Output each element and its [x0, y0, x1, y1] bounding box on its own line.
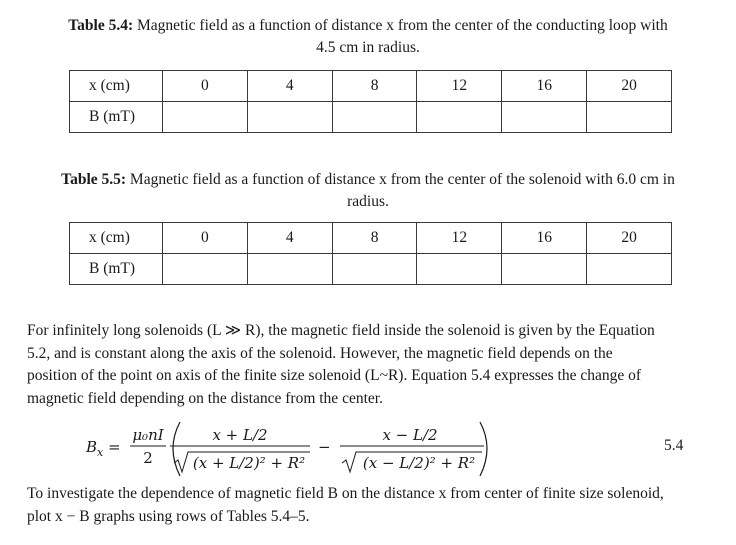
- table-5-4: [69, 70, 672, 133]
- table-cell: 0: [163, 71, 248, 102]
- table-5-5-caption-line2: radius.: [347, 193, 389, 210]
- term1-denominator: (x + L/2)² + R²: [192, 454, 306, 472]
- table-5-4-b-row: [70, 102, 672, 133]
- right-parenthesis: [480, 422, 487, 476]
- instruction-paragraph: [27, 483, 716, 528]
- table-cell: 12: [417, 71, 502, 102]
- table-cell: [332, 254, 417, 285]
- table-cell: 12: [417, 223, 502, 254]
- table-5-4-x-row: [70, 71, 672, 102]
- term2-numerator: x − L/2: [382, 426, 438, 444]
- paragraph-line: magnetic field depending on the distance from the center.: [27, 389, 383, 407]
- table-cell: 16: [502, 223, 587, 254]
- table-5-5-x-header: x (cm): [70, 223, 163, 254]
- table-cell: 4: [247, 71, 332, 102]
- table-cell: [163, 254, 248, 285]
- solenoid-paragraph: [27, 320, 716, 410]
- table-cell: [417, 102, 502, 133]
- table-cell: [247, 254, 332, 285]
- table-cell: [163, 102, 248, 133]
- table-cell: [247, 102, 332, 133]
- paragraph-line: For infinitely long solenoids (L ≫ R), the magnetic field inside the solenoid is given by the Equation: [27, 322, 655, 339]
- left-parenthesis: [173, 422, 180, 476]
- table-cell: [332, 102, 417, 133]
- svg-text:−: −: [318, 438, 331, 456]
- table-cell: 8: [332, 71, 417, 102]
- paragraph-line: To investigate the dependence of magnetic field B on the distance x from center of finite size solenoid,: [27, 485, 664, 502]
- table-cell: [502, 102, 587, 133]
- table-5-5-caption-text: Magnetic field as a function of distance x from the center of the solenoid with 6.0 cm in: [129, 171, 675, 188]
- table-5-4-b-header: B (mT): [70, 102, 163, 133]
- table-5-4-caption-text: Magnetic field as a function of distance x from the center of the conducting loop with: [137, 17, 668, 34]
- table-5-4-caption: [20, 15, 716, 59]
- table-5-5-b-header: B (mT): [70, 254, 163, 285]
- paragraph-line: 5.2, and is constant along the axis of the solenoid. However, the magnetic field depends on the: [27, 344, 613, 362]
- paragraph-line: plot x − B graphs using rows of Tables 5.4–5.: [27, 507, 310, 525]
- coefficient-numerator: μ₀nI: [132, 426, 164, 444]
- svg-text:=: =: [108, 438, 121, 456]
- table-cell: 8: [332, 223, 417, 254]
- coefficient-denominator: 2: [143, 449, 153, 467]
- equation-5-4: [0, 416, 736, 488]
- table-cell: [502, 254, 587, 285]
- table-5-5-b-row: [70, 254, 672, 285]
- table-5-4-x-header: x (cm): [70, 71, 163, 102]
- equation-number: 5.4: [664, 437, 684, 454]
- table-cell: 20: [587, 71, 672, 102]
- table-cell: 16: [502, 71, 587, 102]
- table-cell: 0: [163, 223, 248, 254]
- table-5-4-caption-line2: 4.5 cm in radius.: [316, 39, 420, 56]
- equation-lhs: $B_x$: [86, 438, 104, 459]
- table-cell: [417, 254, 502, 285]
- paragraph-line: position of the point on axis of the finite size solenoid (L~R). Equation 5.4 expresses the change of: [27, 367, 642, 385]
- table-5-4-label: Table 5.4:: [68, 17, 134, 34]
- table-cell: 20: [587, 223, 672, 254]
- table-5-5-label: Table 5.5:: [61, 171, 127, 188]
- table-5-5: [69, 222, 672, 285]
- table-5-5-x-row: [70, 223, 672, 254]
- term1-numerator: x + L/2: [212, 426, 268, 444]
- table-cell: [587, 254, 672, 285]
- table-5-5-caption: [20, 169, 716, 213]
- table-cell: 4: [247, 223, 332, 254]
- term2-denominator: (x − L/2)² + R²: [362, 454, 476, 472]
- table-cell: [587, 102, 672, 133]
